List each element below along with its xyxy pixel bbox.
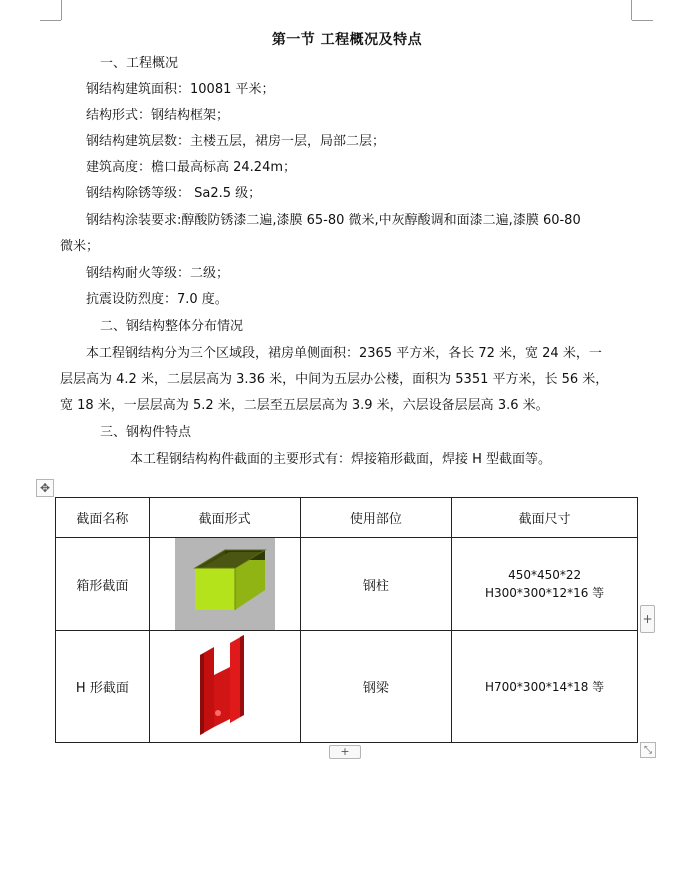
page-corner-marker — [40, 20, 61, 21]
overview-item: 抗震设防烈度：7.0 度。 — [86, 292, 228, 307]
table-cell-name: H 形截面 — [56, 631, 150, 743]
section2-paragraph: 本工程钢结构分为三个区域段，裙房单侧面积：2365 平方米，各长 72 米，宽 24 米，一 — [86, 346, 602, 361]
section2-paragraph: 层层高为 4.2 米，二层层高为 3.36 米，中间为五层办公楼，面积为 5351 平方米，长 56 米， — [60, 372, 609, 387]
table-cell-location: 钢梁 — [300, 631, 452, 743]
move-icon[interactable]: ✥ — [36, 479, 54, 497]
overview-item: 钢结构建筑面积：10081 平米； — [86, 82, 275, 97]
table-cell-image — [149, 538, 300, 631]
overview-item: 钢结构建筑层数：主楼五层，裙房一层，局部二层； — [86, 134, 386, 149]
coating-requirement: 钢结构涂装要求:醇酸防锈漆二遍,漆膜 65-80 微米,中灰醇酸调和面漆二遍,漆膜 60-80 — [86, 213, 581, 228]
dimension-text: H300*300*12*16 等 — [485, 586, 605, 600]
table-cell-dimensions — [452, 538, 638, 631]
page-corner-marker — [631, 0, 632, 20]
overview-item: 钢结构除锈等级： Sa2.5 级； — [86, 186, 262, 201]
table-header-cell: 截面尺寸 — [452, 498, 638, 538]
table-cell-dimensions — [452, 631, 638, 743]
table-cell-name: 箱形截面 — [56, 538, 150, 631]
resize-icon[interactable]: ⤡ — [640, 742, 656, 758]
table-cell-image — [149, 631, 300, 743]
page-corner-marker — [632, 20, 653, 21]
dimension-text: H700*300*14*18 等 — [485, 679, 605, 694]
table-cell-location: 钢柱 — [300, 538, 452, 631]
table-header-cell: 截面名称 — [56, 498, 150, 538]
table-row — [56, 538, 638, 631]
add-column-button[interactable]: + — [640, 605, 655, 633]
coating-requirement-cont: 微米； — [60, 239, 100, 254]
section1-heading: 一、工程概况 — [100, 56, 179, 71]
table-row — [56, 631, 638, 743]
section2-heading: 二、钢结构整体分布情况 — [100, 319, 244, 334]
section-table — [55, 497, 638, 743]
table-header-cell: 使用部位 — [300, 498, 452, 538]
table-header-cell: 截面形式 — [149, 498, 300, 538]
dimension-text: 450*450*22 — [508, 568, 582, 582]
table-header-row — [56, 498, 638, 538]
section3-paragraph: 本工程钢结构构件截面的主要形式有：焊接箱形截面，焊接 H 型截面等。 — [130, 452, 552, 467]
add-row-button[interactable]: + — [329, 745, 361, 759]
box-section-image — [175, 538, 275, 630]
overview-item: 建筑高度：檐口最高标高 24.24m； — [86, 160, 297, 175]
page-corner-marker — [61, 0, 62, 20]
section-title: 第一节 工程概况及特点 — [271, 32, 423, 48]
section3-heading: 三、钢构件特点 — [100, 425, 192, 440]
h-section-image — [190, 635, 260, 739]
overview-item: 结构形式：钢结构框架； — [86, 108, 230, 123]
overview-item: 钢结构耐火等级：二级； — [86, 266, 230, 281]
section2-paragraph: 宽 18 米，一层层高为 5.2 米，二层至五层层高为 3.9 米，六层设备层层高 3.6 米。 — [60, 398, 549, 413]
